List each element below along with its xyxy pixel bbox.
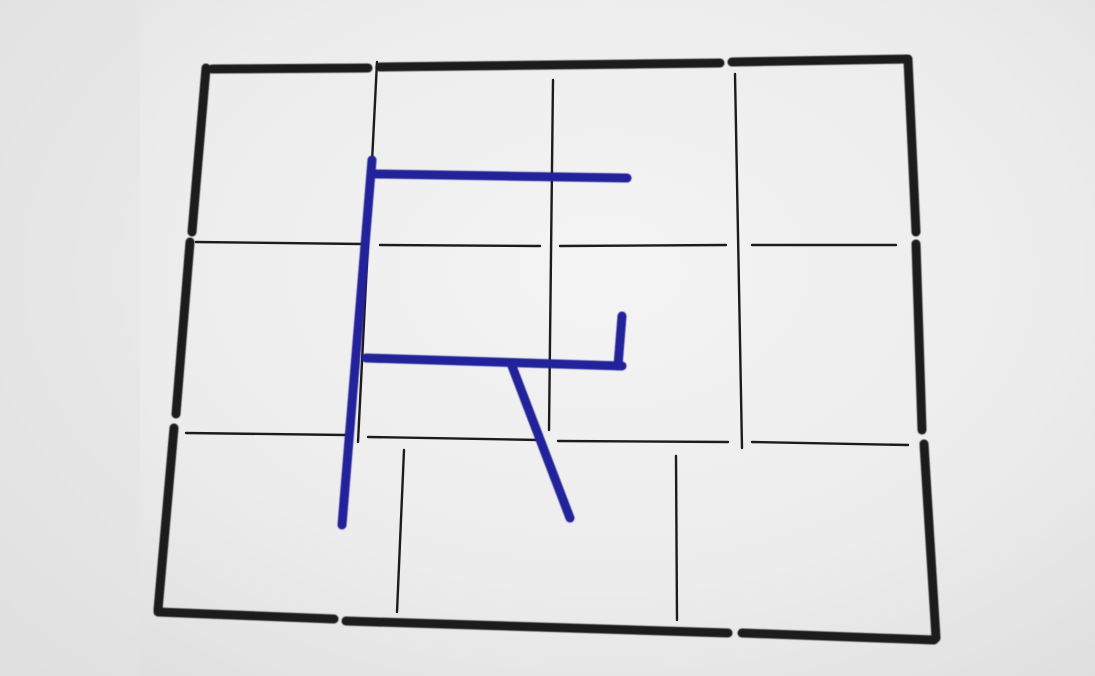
grid-vertical-5: [676, 456, 677, 620]
frame-right-3: [924, 444, 936, 638]
frame-bottom-3: [742, 633, 934, 640]
grid-horizontal-1b: [380, 245, 540, 246]
frame-bottom-2: [346, 621, 728, 633]
frame-left-1: [192, 68, 206, 232]
grid-horizontal-1c: [560, 245, 726, 246]
paper-shadow: [0, 0, 140, 676]
figure-middle-hook: [618, 316, 622, 366]
frame-left-2: [176, 242, 190, 414]
figure-vertical-stroke: [342, 160, 372, 525]
outer-frame: [158, 59, 936, 640]
grid-vertical-3: [735, 74, 742, 448]
frame-top-1: [212, 68, 368, 69]
frame-top-2: [380, 63, 720, 67]
grid-horizontal-1a: [196, 242, 362, 244]
grid-horizontal-2c: [558, 441, 728, 442]
frame-bottom-1: [158, 612, 334, 619]
grid-horizontal-2a: [186, 433, 346, 435]
grid-vertical-4: [397, 450, 404, 612]
frame-right-1: [908, 60, 916, 232]
blue-pen-figure: [342, 160, 627, 525]
grid-horizontal-2b: [368, 437, 540, 440]
frame-right-2: [916, 244, 922, 430]
grid-horizontal-2d: [752, 442, 908, 445]
frame-top-3: [732, 59, 908, 62]
grid-vertical-2: [549, 80, 553, 430]
inner-grid: [186, 62, 908, 620]
frame-left-3: [158, 428, 174, 610]
figure-top-bar: [376, 174, 627, 178]
figure-middle-bar: [366, 358, 622, 366]
